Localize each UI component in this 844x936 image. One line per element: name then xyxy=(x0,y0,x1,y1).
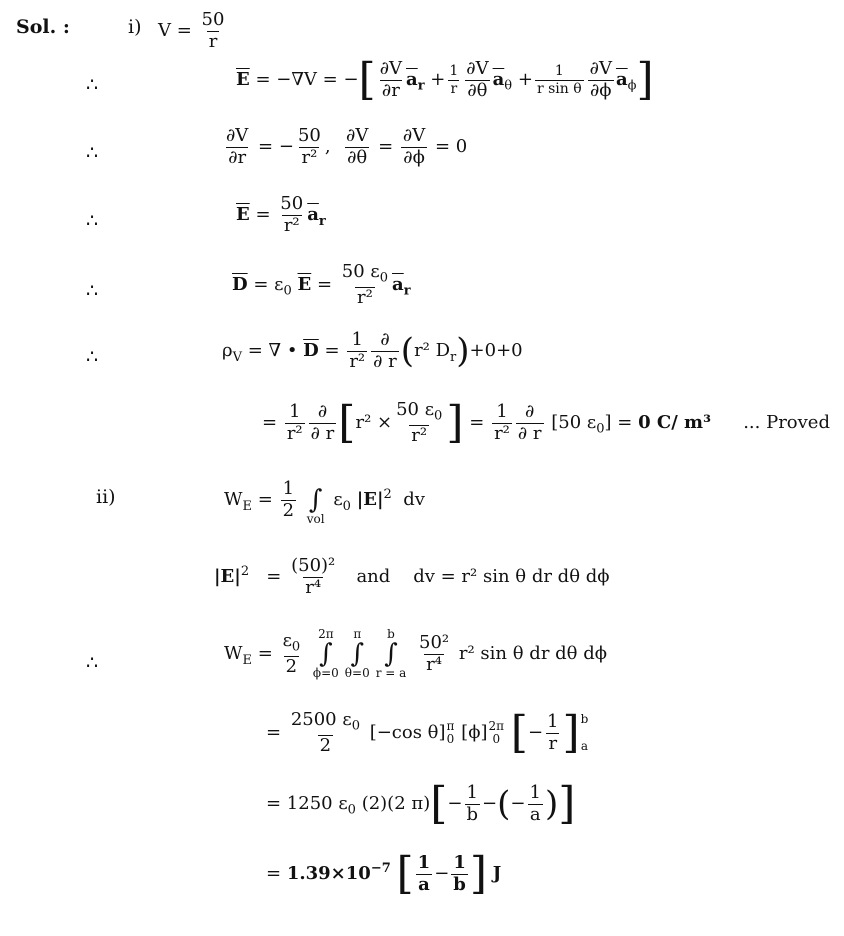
den: a xyxy=(418,873,430,895)
sub: V xyxy=(232,349,242,365)
open-bracket: [ xyxy=(338,397,356,449)
eq-gradient xyxy=(236,54,654,105)
cos-limits xyxy=(447,720,455,746)
line-3 xyxy=(0,126,844,180)
therefore-symbol: ∴ xyxy=(86,74,99,96)
line-11 xyxy=(0,707,844,768)
sub: E xyxy=(242,652,253,668)
frac-d-dr xyxy=(371,330,399,372)
close-bracket: ] xyxy=(446,397,464,449)
lower: r = a xyxy=(375,666,407,681)
num: 50² xyxy=(419,632,450,653)
frac-1-r xyxy=(447,63,460,96)
d-vector: $\overline{D}$ xyxy=(303,340,319,362)
sub: ϕ xyxy=(627,78,637,94)
open-bracket: [ xyxy=(396,848,414,899)
num: ∂V xyxy=(379,57,403,79)
frac-1-rsin xyxy=(535,63,584,96)
den: r² xyxy=(494,422,510,444)
and-label: and xyxy=(356,566,391,588)
eq-simplified: = 1250 $\varepsilon_0$ (2)(2 π)[− $\frac{1}{b}$ −(− $\frac{1}{a}$ )] xyxy=(266,778,576,829)
sub: 0 xyxy=(342,498,351,514)
frac-1-2 xyxy=(281,479,296,521)
plus: + xyxy=(430,69,446,90)
num: 1 xyxy=(282,478,295,499)
upper: 2π xyxy=(488,718,505,733)
line-2 xyxy=(0,54,844,114)
integral-r xyxy=(376,628,407,680)
comma: , xyxy=(324,136,331,158)
num: 50 xyxy=(297,125,321,146)
cos-term: [−cos θ] xyxy=(369,722,446,744)
unit-a-r: $\overline{a}$ xyxy=(307,204,319,226)
eq-sign: = xyxy=(266,566,282,588)
plus: + xyxy=(517,69,533,90)
therefore-symbol: ∴ xyxy=(86,652,99,674)
phi-term: [ϕ] xyxy=(461,722,488,744)
num: ∂V xyxy=(402,125,426,146)
eq-sign: = xyxy=(378,136,394,158)
frac-dv-dphi xyxy=(401,126,427,168)
close-paren: ) xyxy=(456,331,470,372)
frac-1-a xyxy=(527,783,542,825)
num: 1 xyxy=(417,851,431,873)
sol-label: Sol. : xyxy=(16,16,70,38)
sub: 0 xyxy=(291,639,301,655)
den: r⁴ xyxy=(305,576,322,598)
num: ∂ xyxy=(525,400,535,422)
abs-e: |E| xyxy=(214,566,241,588)
unit-a-r: $\overline{a}$ xyxy=(392,274,404,296)
result-zero: 0 C/ m³ xyxy=(638,412,711,434)
den: ∂θ xyxy=(467,79,488,101)
eq-energy xyxy=(224,474,425,526)
unit-joule: J xyxy=(492,863,502,884)
frac-50eps-r2 xyxy=(340,262,390,308)
dv: dv xyxy=(403,489,425,511)
frac-50sq-r4 xyxy=(289,556,337,598)
equals-zero: = 0 xyxy=(434,136,468,158)
sub: 0 xyxy=(379,270,389,286)
exponent: −7 xyxy=(370,861,391,876)
eq-e-field xyxy=(236,194,326,236)
upper: b xyxy=(387,627,395,641)
frac-1-a xyxy=(416,853,433,895)
den: r xyxy=(548,732,558,754)
d-vector: $\overline{D}$ xyxy=(232,274,248,296)
sub: r xyxy=(318,213,326,229)
line-7 xyxy=(0,398,844,458)
num xyxy=(289,710,362,735)
eq-sign: = xyxy=(316,274,333,296)
sub: 0 xyxy=(434,408,443,424)
sub: 0 xyxy=(283,283,292,299)
eq-sign: = xyxy=(257,643,273,665)
frac-1-r2 xyxy=(492,402,512,444)
eq-evaluated: = $\frac{2500 \varepsilon_0}{2}$ [−cos θ] π 0 [ϕ] 2π 0 [− $\frac{1}{r}$ ] b a xyxy=(266,707,589,759)
eq-charge-density xyxy=(222,330,523,372)
line-1 xyxy=(0,8,844,52)
line-10 xyxy=(0,628,844,698)
num: 1 xyxy=(466,781,478,803)
frac-d-dr xyxy=(516,402,544,444)
frac-dv-dtheta xyxy=(464,59,490,101)
den: ∂ r xyxy=(310,422,335,444)
spacer xyxy=(583,727,587,740)
den: ∂ r xyxy=(373,350,397,372)
den: r⁴ xyxy=(426,653,442,675)
frac-2500eps-2 xyxy=(289,710,362,756)
v-fraction xyxy=(200,10,227,52)
lower: vol xyxy=(306,512,325,527)
inner: r² D xyxy=(414,340,451,362)
den: ∂ϕ xyxy=(590,79,612,101)
den: 2 xyxy=(282,499,295,521)
frac-dv-dr xyxy=(224,126,250,168)
den: b xyxy=(466,803,479,825)
sup: 2 xyxy=(240,564,250,580)
therefore-symbol: ∴ xyxy=(86,142,99,164)
eq-sign: = xyxy=(266,722,282,744)
eq-final: = $1.39\times 10^{-7}$ [ $\frac{1}{a}$ − $\frac{1}{b}$ ] J xyxy=(266,848,502,899)
part-i-label: i) xyxy=(128,16,142,38)
lower: 0 xyxy=(446,732,455,747)
sub: r xyxy=(403,283,411,299)
num: 50 xyxy=(201,9,225,30)
eq-triple-integral xyxy=(224,628,607,680)
unit-a-r: $\overline{a}$ xyxy=(406,69,418,90)
num: 1 xyxy=(547,710,559,732)
w: W xyxy=(224,643,243,665)
proved-label: ... Proved xyxy=(743,412,830,433)
num: ∂V xyxy=(589,57,612,79)
den: b xyxy=(453,873,466,895)
sub: E xyxy=(242,498,253,514)
open-bracket: [ xyxy=(510,707,528,759)
line-9 xyxy=(0,556,844,612)
den: r sin θ xyxy=(536,80,582,97)
frac-1-r2 xyxy=(285,402,305,444)
num-text: 2500 ε xyxy=(290,709,352,730)
den: ∂r xyxy=(381,79,400,101)
r-limits xyxy=(581,713,589,753)
den: ∂ r xyxy=(517,422,542,444)
num: 1 xyxy=(453,851,466,873)
den: 2 xyxy=(285,655,298,677)
num: 1 xyxy=(554,63,564,80)
upper: 2π xyxy=(318,627,334,641)
eq-sign: = − xyxy=(258,136,294,158)
upper: b xyxy=(580,712,589,727)
num-text: ε xyxy=(282,630,292,652)
den: r² xyxy=(286,422,303,444)
lower: 0 xyxy=(492,732,501,747)
eq-sign: = xyxy=(469,412,485,434)
unit-a-phi: $\overline{a}$ xyxy=(615,69,628,90)
line-12 xyxy=(0,778,844,838)
eq-v xyxy=(158,10,228,52)
eq-sign: = xyxy=(266,863,282,884)
line-4 xyxy=(0,194,844,248)
line-8 xyxy=(0,474,844,536)
num: ∂V xyxy=(226,125,249,146)
close-paren: ) xyxy=(544,784,559,824)
integral-sign: ∫ xyxy=(384,639,398,670)
den: r² xyxy=(301,146,318,168)
den: r xyxy=(450,80,458,97)
dv-expansion: dv = r² sin θ dr dθ dϕ xyxy=(413,566,610,588)
e-vector: $\overline{E}$ xyxy=(236,204,250,226)
num xyxy=(394,400,444,425)
frac-50-r2 xyxy=(278,194,305,236)
num xyxy=(281,631,303,656)
sub: 0 xyxy=(351,718,360,734)
eq-e-squared xyxy=(214,556,610,598)
eq-sign: = xyxy=(324,340,340,362)
integral-theta xyxy=(345,628,370,680)
sub: r xyxy=(417,78,425,94)
den: a xyxy=(529,803,541,825)
line-5 xyxy=(0,262,844,318)
den: r² xyxy=(283,214,300,236)
part-ii-label: ii) xyxy=(96,486,116,508)
frac-eps-2 xyxy=(281,631,303,677)
sub: 0 xyxy=(347,802,356,818)
frac-1-b xyxy=(465,783,481,825)
num: 1 xyxy=(289,400,301,422)
den: r² xyxy=(349,350,366,372)
open-paren: ( xyxy=(400,331,415,372)
den: r² xyxy=(357,286,373,308)
den: r² xyxy=(411,424,428,446)
lower: θ=0 xyxy=(344,666,370,681)
therefore-symbol: ∴ xyxy=(86,210,99,232)
mid-factors: (2)(2 π) xyxy=(361,793,431,814)
frac-dv-dtheta xyxy=(344,126,370,168)
frac-1-r xyxy=(545,712,560,754)
inner: r² × xyxy=(355,412,393,434)
num: 1 xyxy=(449,63,459,80)
num: 1 xyxy=(496,400,508,422)
frac-50-r2 xyxy=(296,126,323,168)
inner: [50 ε xyxy=(551,412,597,434)
e-vector: $\overline{E}$ xyxy=(297,274,312,296)
num xyxy=(340,262,390,287)
e-vector: $\overline{E}$ xyxy=(236,69,250,90)
open-paren: ( xyxy=(497,784,511,824)
num: ∂ xyxy=(380,329,390,350)
eq-sign: = 1250 ε xyxy=(266,793,348,814)
sub: θ xyxy=(504,78,513,94)
num-text: 50 ε xyxy=(396,399,435,420)
close-bracket: ] xyxy=(558,778,576,829)
num-text: 50 ε xyxy=(341,261,380,282)
integral-sign: ∫ xyxy=(350,639,365,670)
frac-1-b xyxy=(451,853,468,895)
den: ∂θ xyxy=(347,146,368,168)
w: W xyxy=(224,489,243,511)
eq-sign: = xyxy=(257,489,273,511)
num: ∂ xyxy=(317,400,328,422)
div-op: = ∇ • xyxy=(247,340,304,362)
num: 1 xyxy=(529,781,541,803)
final-value: 1.39×10 xyxy=(286,863,371,884)
eq-sign: = xyxy=(255,204,271,226)
eq-partials xyxy=(222,126,467,168)
den: r xyxy=(208,30,218,52)
therefore-symbol: ∴ xyxy=(86,280,99,302)
open-bracket: [ xyxy=(358,54,376,105)
eq-d-field xyxy=(232,262,411,308)
upper: π xyxy=(446,718,455,733)
num: ∂V xyxy=(346,125,369,146)
therefore-symbol: ∴ xyxy=(86,346,99,368)
line-13 xyxy=(0,848,844,912)
close-bracket: ] xyxy=(636,54,654,105)
lower: a xyxy=(580,738,589,753)
tail: +0+0 xyxy=(469,340,523,362)
v-lhs: V = xyxy=(158,20,192,42)
num: ∂V xyxy=(466,57,489,79)
integral-sign: ∫ xyxy=(308,485,323,516)
close-bracket: ] xyxy=(469,848,488,899)
sub: 0 xyxy=(596,421,605,437)
den: 2 xyxy=(319,734,332,756)
integral-vol xyxy=(307,474,325,526)
frac-50sq-r4 xyxy=(417,633,451,675)
eq-result xyxy=(262,397,711,449)
close-bracket: ] xyxy=(562,707,580,759)
upper: π xyxy=(353,627,362,641)
grad-mid: = −∇V = − xyxy=(255,69,359,90)
integral-phi xyxy=(313,628,339,680)
inner-end: ] = xyxy=(604,412,633,434)
lower: ϕ=0 xyxy=(312,666,339,681)
den: ∂r xyxy=(228,146,247,168)
unit-a-theta: $\overline{a}$ xyxy=(492,69,505,90)
sub: r xyxy=(450,349,457,365)
open-bracket: [ xyxy=(430,778,448,829)
num: 1 xyxy=(351,329,363,350)
frac-dv-dr xyxy=(378,59,404,101)
sup: 2 xyxy=(383,487,392,503)
den: ∂ϕ xyxy=(403,146,425,168)
integral-sign: ∫ xyxy=(319,639,333,670)
rho: ρ xyxy=(222,340,233,362)
phi-limits xyxy=(489,720,505,746)
eps: ε xyxy=(333,489,343,511)
abs-e: |E| xyxy=(356,489,384,511)
frac-50eps-r2 xyxy=(394,400,444,446)
num: (50)² xyxy=(291,555,336,576)
frac-d-dr xyxy=(309,402,337,444)
eq-sign: = xyxy=(262,412,278,434)
num: 50 xyxy=(280,193,304,214)
frac-dv-dphi xyxy=(588,59,614,101)
line-6 xyxy=(0,330,844,386)
eq-eps: = ε xyxy=(253,274,284,296)
frac-1-r2 xyxy=(347,330,367,372)
integrand-tail: r² sin θ dr dθ dϕ xyxy=(458,643,608,665)
